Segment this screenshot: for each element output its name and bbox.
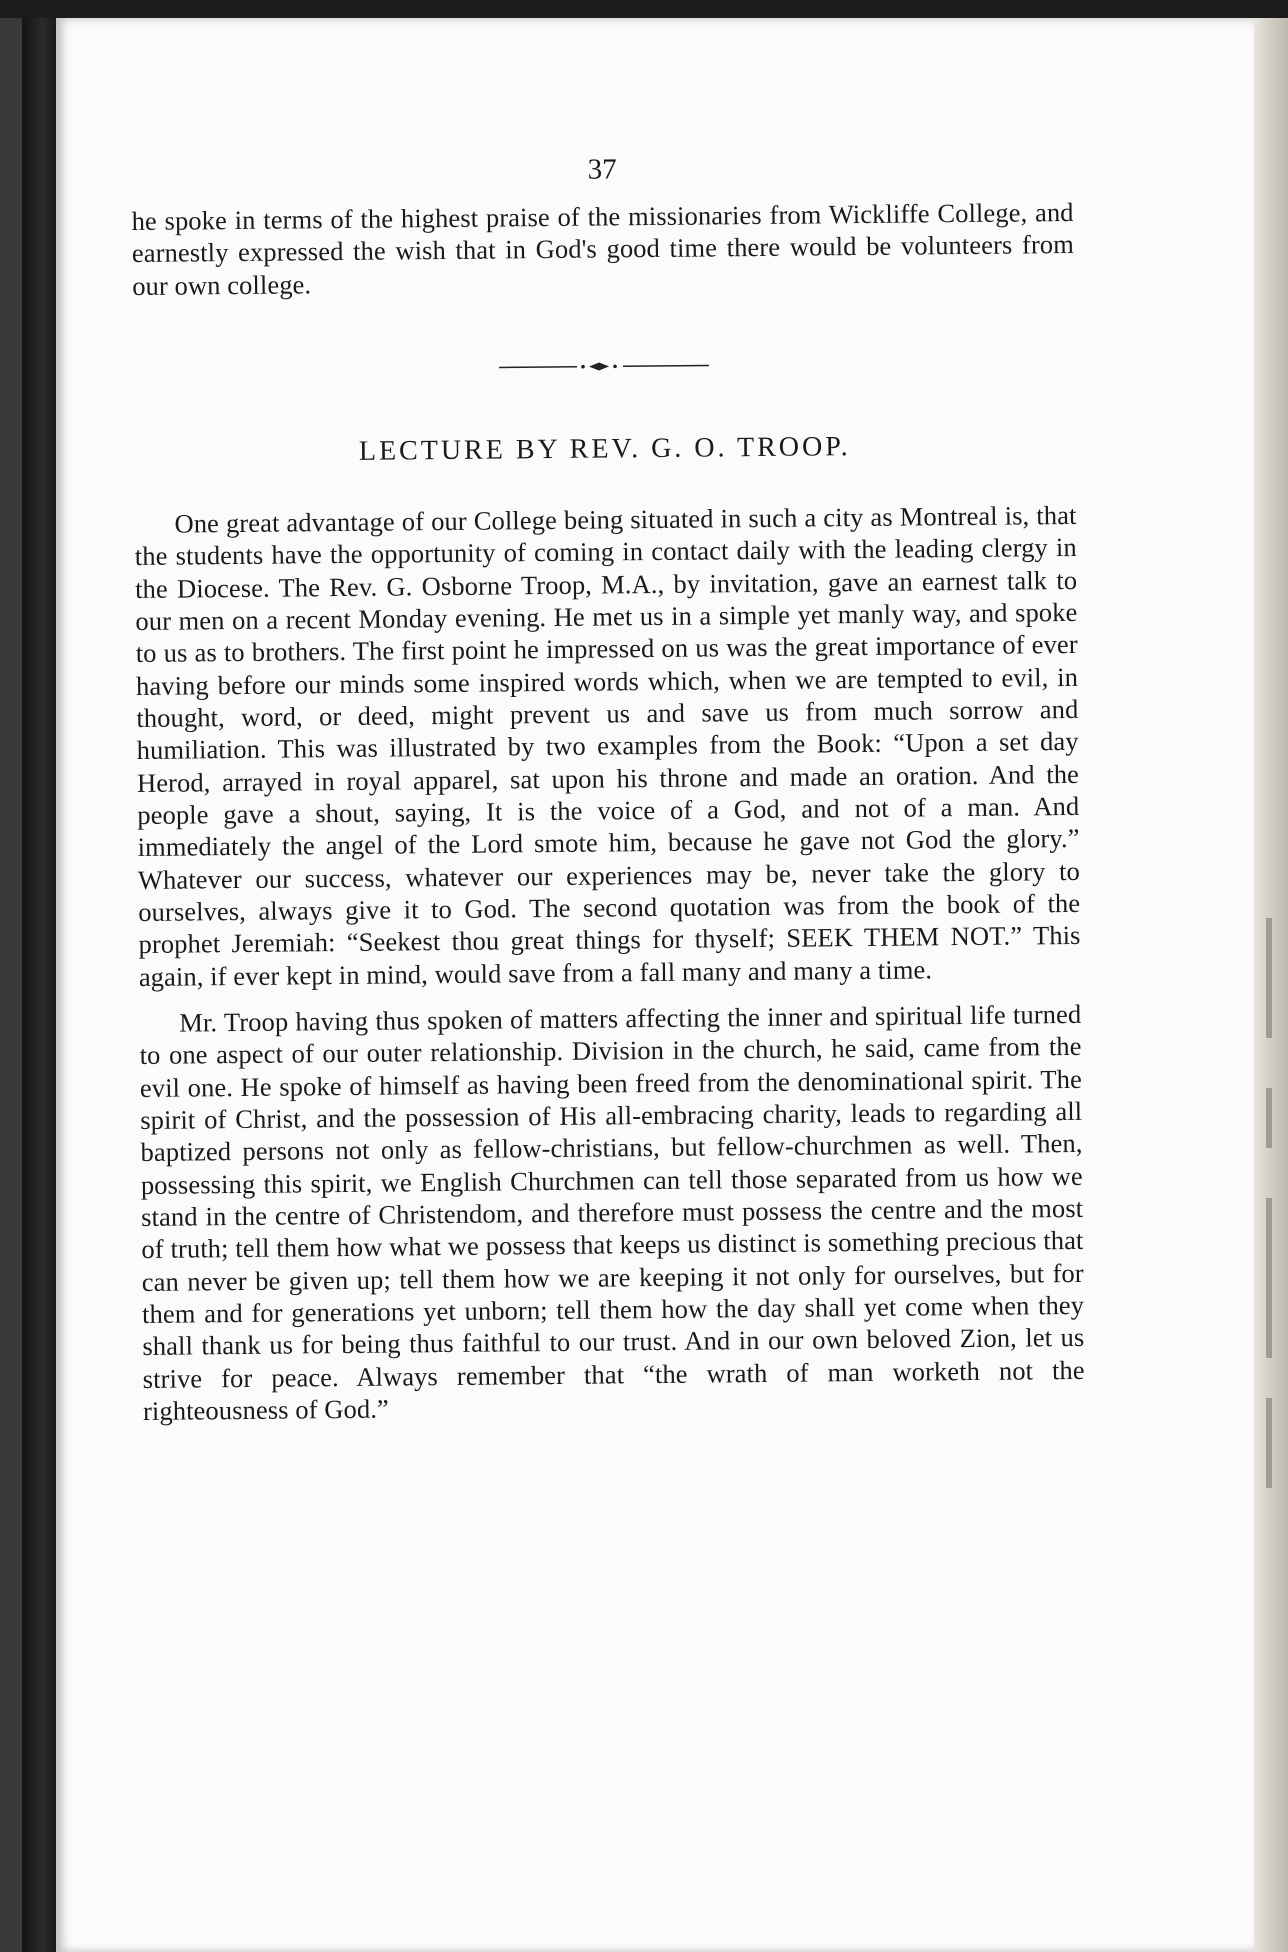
scan-left-border bbox=[0, 18, 22, 1952]
ornament-divider-icon bbox=[499, 358, 709, 374]
body-paragraph-2: Mr. Troop having thus spoken of matters affecting the inner and spiritual life turned to one aspect of our outer relationship. Division in the church, he said, came from the evil one. He spoke of himself as having been freed from the denominational spirit. The spirit of Christ, and the possession of His all-embracing charity, leads to regarding all baptized persons not only as fellow-christians, but fellow-churchmen as well. Then, possessing this spirit, we English Churchmen can tell those separated from us how we stand in the centre of Christendom, and therefore must possess the centre and the most of truth; tell them how what we possess that keeps us distinct is something precious that can never be given up; tell them how we are keeping it not only for ourselves, but for them and for generations yet unborn; tell them how the day shall yet come when they shall thank us for being thus faithful to our trust. And in our own beloved Zion, let us strive for peace. Always remember that “the wrath of man worketh not the righteousness of God.” bbox=[139, 998, 1085, 1426]
body-paragraph-1: One great advantage of our College being situated in such a city as Montreal is, that the students have the opportunity of coming in contact daily with the leading clergy in the Diocese. The Rev. G. Osborne Troop, M.A., by invitation, gave an earnest talk to our men on a recent Monday evening. He met us in a simple yet manly way, and spoke to us as to brothers. The first point he impressed on us was the great importance of ever having before our minds some inspired words which, when we are tempted to evil, in thought, word, or deed, might prevent us and save us from much sorrow and humiliation. This was illustrated by two examples from the Book: “Upon a set day Herod, arrayed in royal apparel, sat upon his throne and made an oration. And the people gave a shout, saying, It is the voice of a God, and not of a man. And immediately the angel of the Lord smote him, because he gave not God the glory.” Whatever our success, whatever our experiences may be, never take the glory to ourselves, always give it to God. The second quotation was from the book of the prophet Jeremiah: “Seekest thou great things for thyself; SEEK THEM NOT.” This again, if ever kept in mind, would save from a fall many and many a time. bbox=[134, 499, 1081, 992]
book-page bbox=[56, 18, 1254, 1952]
page-content bbox=[131, 149, 1085, 1427]
book-spine-shadow bbox=[22, 18, 56, 1952]
lecture-heading: LECTURE BY REV. G. O. TROOP. bbox=[358, 431, 851, 467]
page-number: 37 bbox=[587, 153, 617, 186]
intro-paragraph: he spoke in terms of the highest praise of the missionaries from Wickliffe College, and earnestly expressed the wish that in God's good time there would be volunteers from our own college. bbox=[131, 196, 1075, 301]
scan-top-border bbox=[0, 0, 1288, 18]
book-page-edge bbox=[1254, 18, 1288, 1952]
